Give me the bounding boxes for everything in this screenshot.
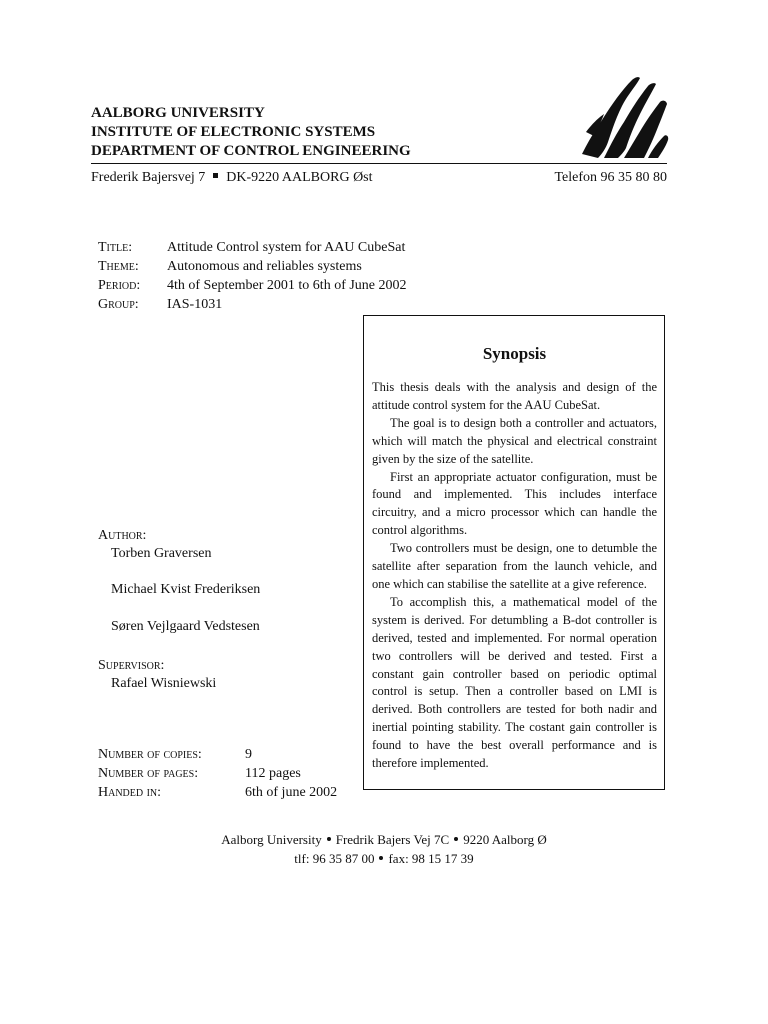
group-value: IAS-1031 (167, 297, 223, 312)
footer-line-1 (0, 830, 768, 849)
synopsis-box (363, 315, 665, 790)
handed-in-label: Handed in: (98, 785, 162, 800)
telephone: Telefon 96 35 80 80 (554, 170, 667, 185)
document-counts (98, 745, 337, 802)
supervisor-name: Rafael Wisniewski (111, 676, 217, 691)
copies-value: 9 (245, 747, 252, 762)
university-header (91, 104, 511, 161)
footer-city: 9220 Aalborg Ø (463, 832, 547, 847)
period-label: Period: (98, 278, 141, 293)
author-name: Michael Kvist Frederiksen (111, 582, 261, 597)
title-label: Title: (98, 240, 133, 255)
address-street: Frederik Bajersvej 7 (91, 170, 206, 185)
project-info (98, 238, 407, 314)
authors-section (98, 527, 260, 636)
handed-in-row (98, 783, 337, 802)
supervisor-label: Supervisor: (98, 658, 165, 673)
synopsis-paragraph: To accomplish this, a mathematical model of the system is derived. For detumbling a B-dot controller is derived, tested and implemented. For normal operation two controllers will be derived and tested. First a constant gain controller based on periodic optimal control is setup. Then a controller based on LMI is derived. Both controllers are tested for both nadir and inertial pointing stability. The costant gain controller is found to have the best overall performance and is therefore implemented. (372, 594, 657, 771)
bullet-icon (379, 856, 383, 860)
synopsis-paragraph: Two controllers must be design, one to detumble the satellite after separation from the launch vehicle, and one which can stabilise the satellite at a give reference. (372, 541, 657, 591)
period-row (98, 276, 407, 295)
synopsis-paragraph: This thesis deals with the analysis and design of the attitude control system for the AAU CubeSat. (372, 380, 657, 412)
header-line-department: DEPARTMENT OF CONTROL ENGINEERING (91, 143, 411, 159)
footer-fax: fax: 98 15 17 39 (388, 851, 474, 866)
title-row (98, 238, 407, 257)
author-name: Torben Graversen (111, 546, 212, 561)
header-line-university: AALBORG UNIVERSITY (91, 105, 265, 121)
copies-row (98, 745, 337, 764)
address-line (91, 170, 373, 186)
period-value: 4th of September 2001 to 6th of June 2002 (167, 278, 407, 293)
aau-wave-logo-icon (578, 72, 670, 160)
supervisor-section (98, 657, 216, 693)
square-bullet-icon (213, 173, 218, 178)
group-row (98, 295, 407, 314)
synopsis-heading: Synopsis (482, 344, 547, 363)
theme-value: Autonomous and reliables systems (167, 259, 362, 274)
theme-label: Theme: (98, 259, 139, 274)
pages-row (98, 764, 337, 783)
bullet-icon (327, 837, 331, 841)
footer-address (0, 830, 768, 868)
group-label: Group: (98, 297, 139, 312)
synopsis-paragraph: First an appropriate actuator configuration, must be found and implemented. This includes interface circuitry, and a micro processor which can handle the control algorithms. (372, 469, 657, 538)
pages-label: Number of pages: (98, 766, 199, 781)
handed-in-value: 6th of june 2002 (245, 785, 338, 800)
bullet-icon (454, 837, 458, 841)
synopsis-paragraph: The goal is to design both a controller and actuators, which will match the physical and electrical constraint given by the size of the satellite. (372, 415, 657, 466)
footer-line-2 (0, 849, 768, 868)
author-name: Søren Vejlgaard Vedstesen (111, 619, 260, 634)
footer-phone: tlf: 96 35 87 00 (294, 851, 375, 866)
author-label: Author: (98, 528, 147, 543)
footer-university: Aalborg University (221, 832, 322, 847)
footer-street: Fredrik Bajers Vej 7C (335, 832, 450, 847)
copies-label: Number of copies: (98, 747, 202, 762)
header-line-institute: INSTITUTE OF ELECTRONIC SYSTEMS (91, 124, 376, 140)
address-city: DK-9220 AALBORG Øst (226, 170, 373, 185)
header-divider (91, 163, 667, 164)
theme-row (98, 257, 407, 276)
pages-value: 112 pages (245, 766, 301, 781)
title-value: Attitude Control system for AAU CubeSat (167, 240, 406, 255)
